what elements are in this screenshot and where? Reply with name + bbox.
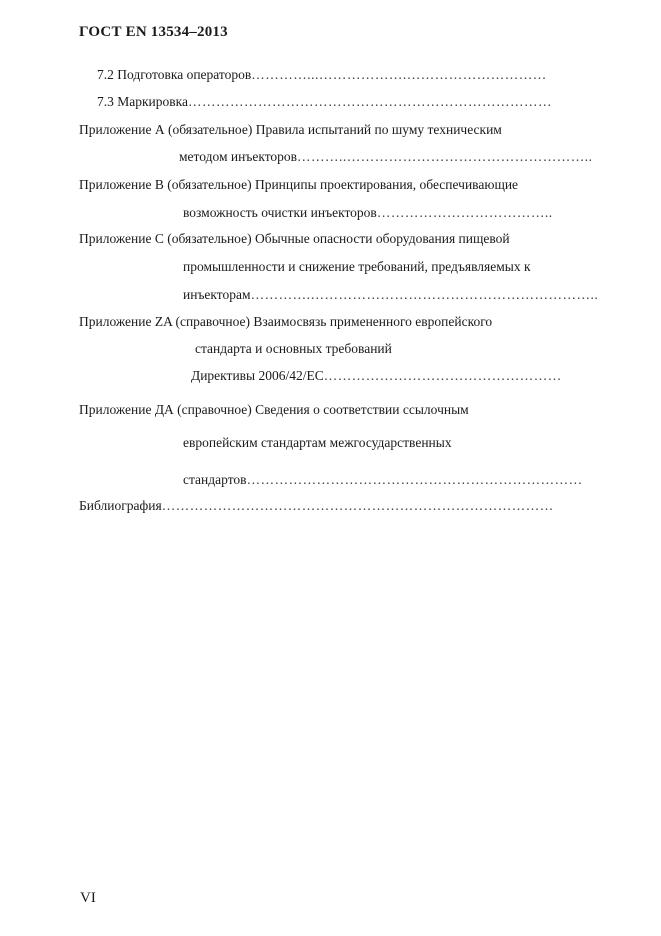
toc-annex-za-line1: Приложение ZA (справочное) Взаимосвязь примененного европейского xyxy=(79,314,493,329)
toc-leader: …………………………………………… xyxy=(323,368,562,383)
toc-annex-c-line1: Приложение С (обязательное) Обычные опасности оборудования пищевой xyxy=(79,231,510,246)
toc-item-7-3-label: 7.3 Маркировка xyxy=(97,94,188,109)
toc-annex-b-label: возможность очистки инъекторов xyxy=(183,205,377,220)
toc-bibliography xyxy=(79,497,554,515)
toc-leader: …………………………………………………………………… xyxy=(188,94,552,109)
toc-annex-b-line2 xyxy=(183,204,553,222)
toc-annex-a-line2 xyxy=(179,148,593,166)
toc-annex-da-line2: европейским стандартам межгосударственных xyxy=(183,435,452,450)
toc-annex-da-line3 xyxy=(183,471,583,489)
toc-annex-c-line2: промышленности и снижение требований, предъявляемых к xyxy=(183,259,531,274)
toc-annex-za-line3 xyxy=(191,367,562,385)
toc-leader: ………………………………………………………………………… xyxy=(161,498,554,513)
document-header: ГОСТ EN 13534–2013 xyxy=(79,24,228,40)
toc-item-7-2-label: 7.2 Подготовка операторов xyxy=(97,67,252,82)
toc-annex-da-label: стандартов xyxy=(183,472,247,487)
toc-annex-c-label: инъекторам xyxy=(183,287,251,302)
toc-item-7-3 xyxy=(97,93,552,111)
toc-item-7-2 xyxy=(97,66,547,84)
toc-annex-b-line1: Приложение В (обязательное) Принципы проектирования, обеспечивающие xyxy=(79,177,519,192)
toc-bibliography-label: Библиография xyxy=(79,498,162,513)
toc-leader: ……………………………………………………………… xyxy=(246,472,583,487)
toc-annex-a-label: методом инъекторов xyxy=(179,149,298,164)
toc-leader: ………….…………………………………………………….. xyxy=(250,287,599,302)
toc-leader: …………...……………….………………………… xyxy=(251,67,547,82)
toc-annex-a-line1: Приложение А (обязательное) Правила испытаний по шуму техническим xyxy=(79,122,502,137)
toc-annex-za-line2: стандарта и основных требований xyxy=(195,341,392,356)
toc-annex-da-line1: Приложение ДА (справочное) Сведения о соответствии ссылочным xyxy=(79,402,469,417)
toc-annex-c-line3 xyxy=(183,286,598,304)
toc-leader: ………..…………………………………………….. xyxy=(297,149,593,164)
page-number: VI xyxy=(80,890,96,906)
toc-annex-za-label: Директивы 2006/42/ЕС xyxy=(191,368,324,383)
toc-leader: ……………………………….. xyxy=(376,205,553,220)
